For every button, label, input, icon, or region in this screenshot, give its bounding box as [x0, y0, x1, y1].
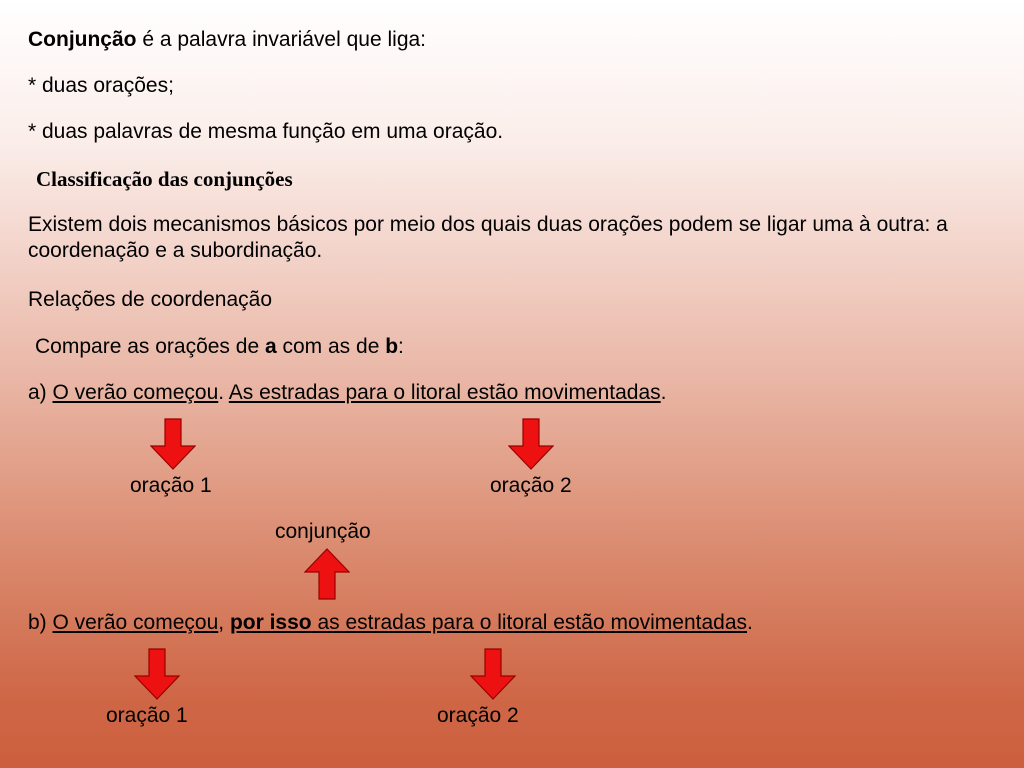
example-a-clause2: As estradas para o litoral estão movimentadas — [228, 381, 661, 404]
label-b-oracao-1: oração 1 — [106, 704, 188, 727]
example-b-clause2: as estradas para o litoral estão movimentadas — [311, 611, 748, 634]
example-a-sep: . — [218, 381, 229, 404]
down-arrow-icon — [508, 418, 554, 470]
down-arrow-icon — [470, 648, 516, 700]
example-a-clause1: O verão começou — [52, 381, 219, 404]
definition-text: é a palavra invariável que liga: — [136, 28, 427, 51]
example-b-clause1: O verão começou — [52, 611, 219, 634]
list-item-duas-oracoes: * duas orações; — [28, 74, 174, 97]
down-arrow-icon — [150, 418, 196, 470]
up-arrow-icon — [304, 548, 350, 600]
subtitle-coordenacao: Relações de coordenação — [28, 288, 273, 311]
example-a-label: a) — [28, 381, 53, 404]
compare-suffix: : — [398, 335, 404, 358]
label-a-oracao-2: oração 2 — [490, 474, 572, 497]
example-b-line — [28, 610, 753, 636]
mechanisms-paragraph: Existem dois mecanismos básicos por meio dos quais duas orações podem se ligar uma à outra: a coordenação e a subordinação. — [28, 213, 948, 262]
example-a-line — [28, 380, 667, 406]
down-arrow-icon — [134, 648, 180, 700]
label-conjuncao: conjunção — [275, 520, 371, 543]
term-conjuncao: Conjunção — [28, 28, 137, 51]
compare-line — [35, 334, 404, 360]
label-b-oracao-2: oração 2 — [437, 704, 519, 727]
example-b-sep: , — [218, 611, 230, 634]
compare-a: a — [264, 335, 277, 358]
example-a-end: . — [660, 381, 667, 404]
compare-b: b — [385, 335, 399, 358]
compare-prefix: Compare as orações de — [35, 335, 265, 358]
example-b-conj: por isso — [229, 611, 312, 634]
definition-line — [28, 27, 426, 53]
list-item-duas-palavras: * duas palavras de mesma função em uma oração. — [28, 120, 504, 143]
label-a-oracao-1: oração 1 — [130, 474, 212, 497]
section-title: Classificação das conjunções — [36, 167, 293, 191]
compare-middle: com as de — [276, 335, 386, 358]
example-b-end: . — [747, 611, 753, 634]
example-b-label: b) — [28, 611, 53, 634]
